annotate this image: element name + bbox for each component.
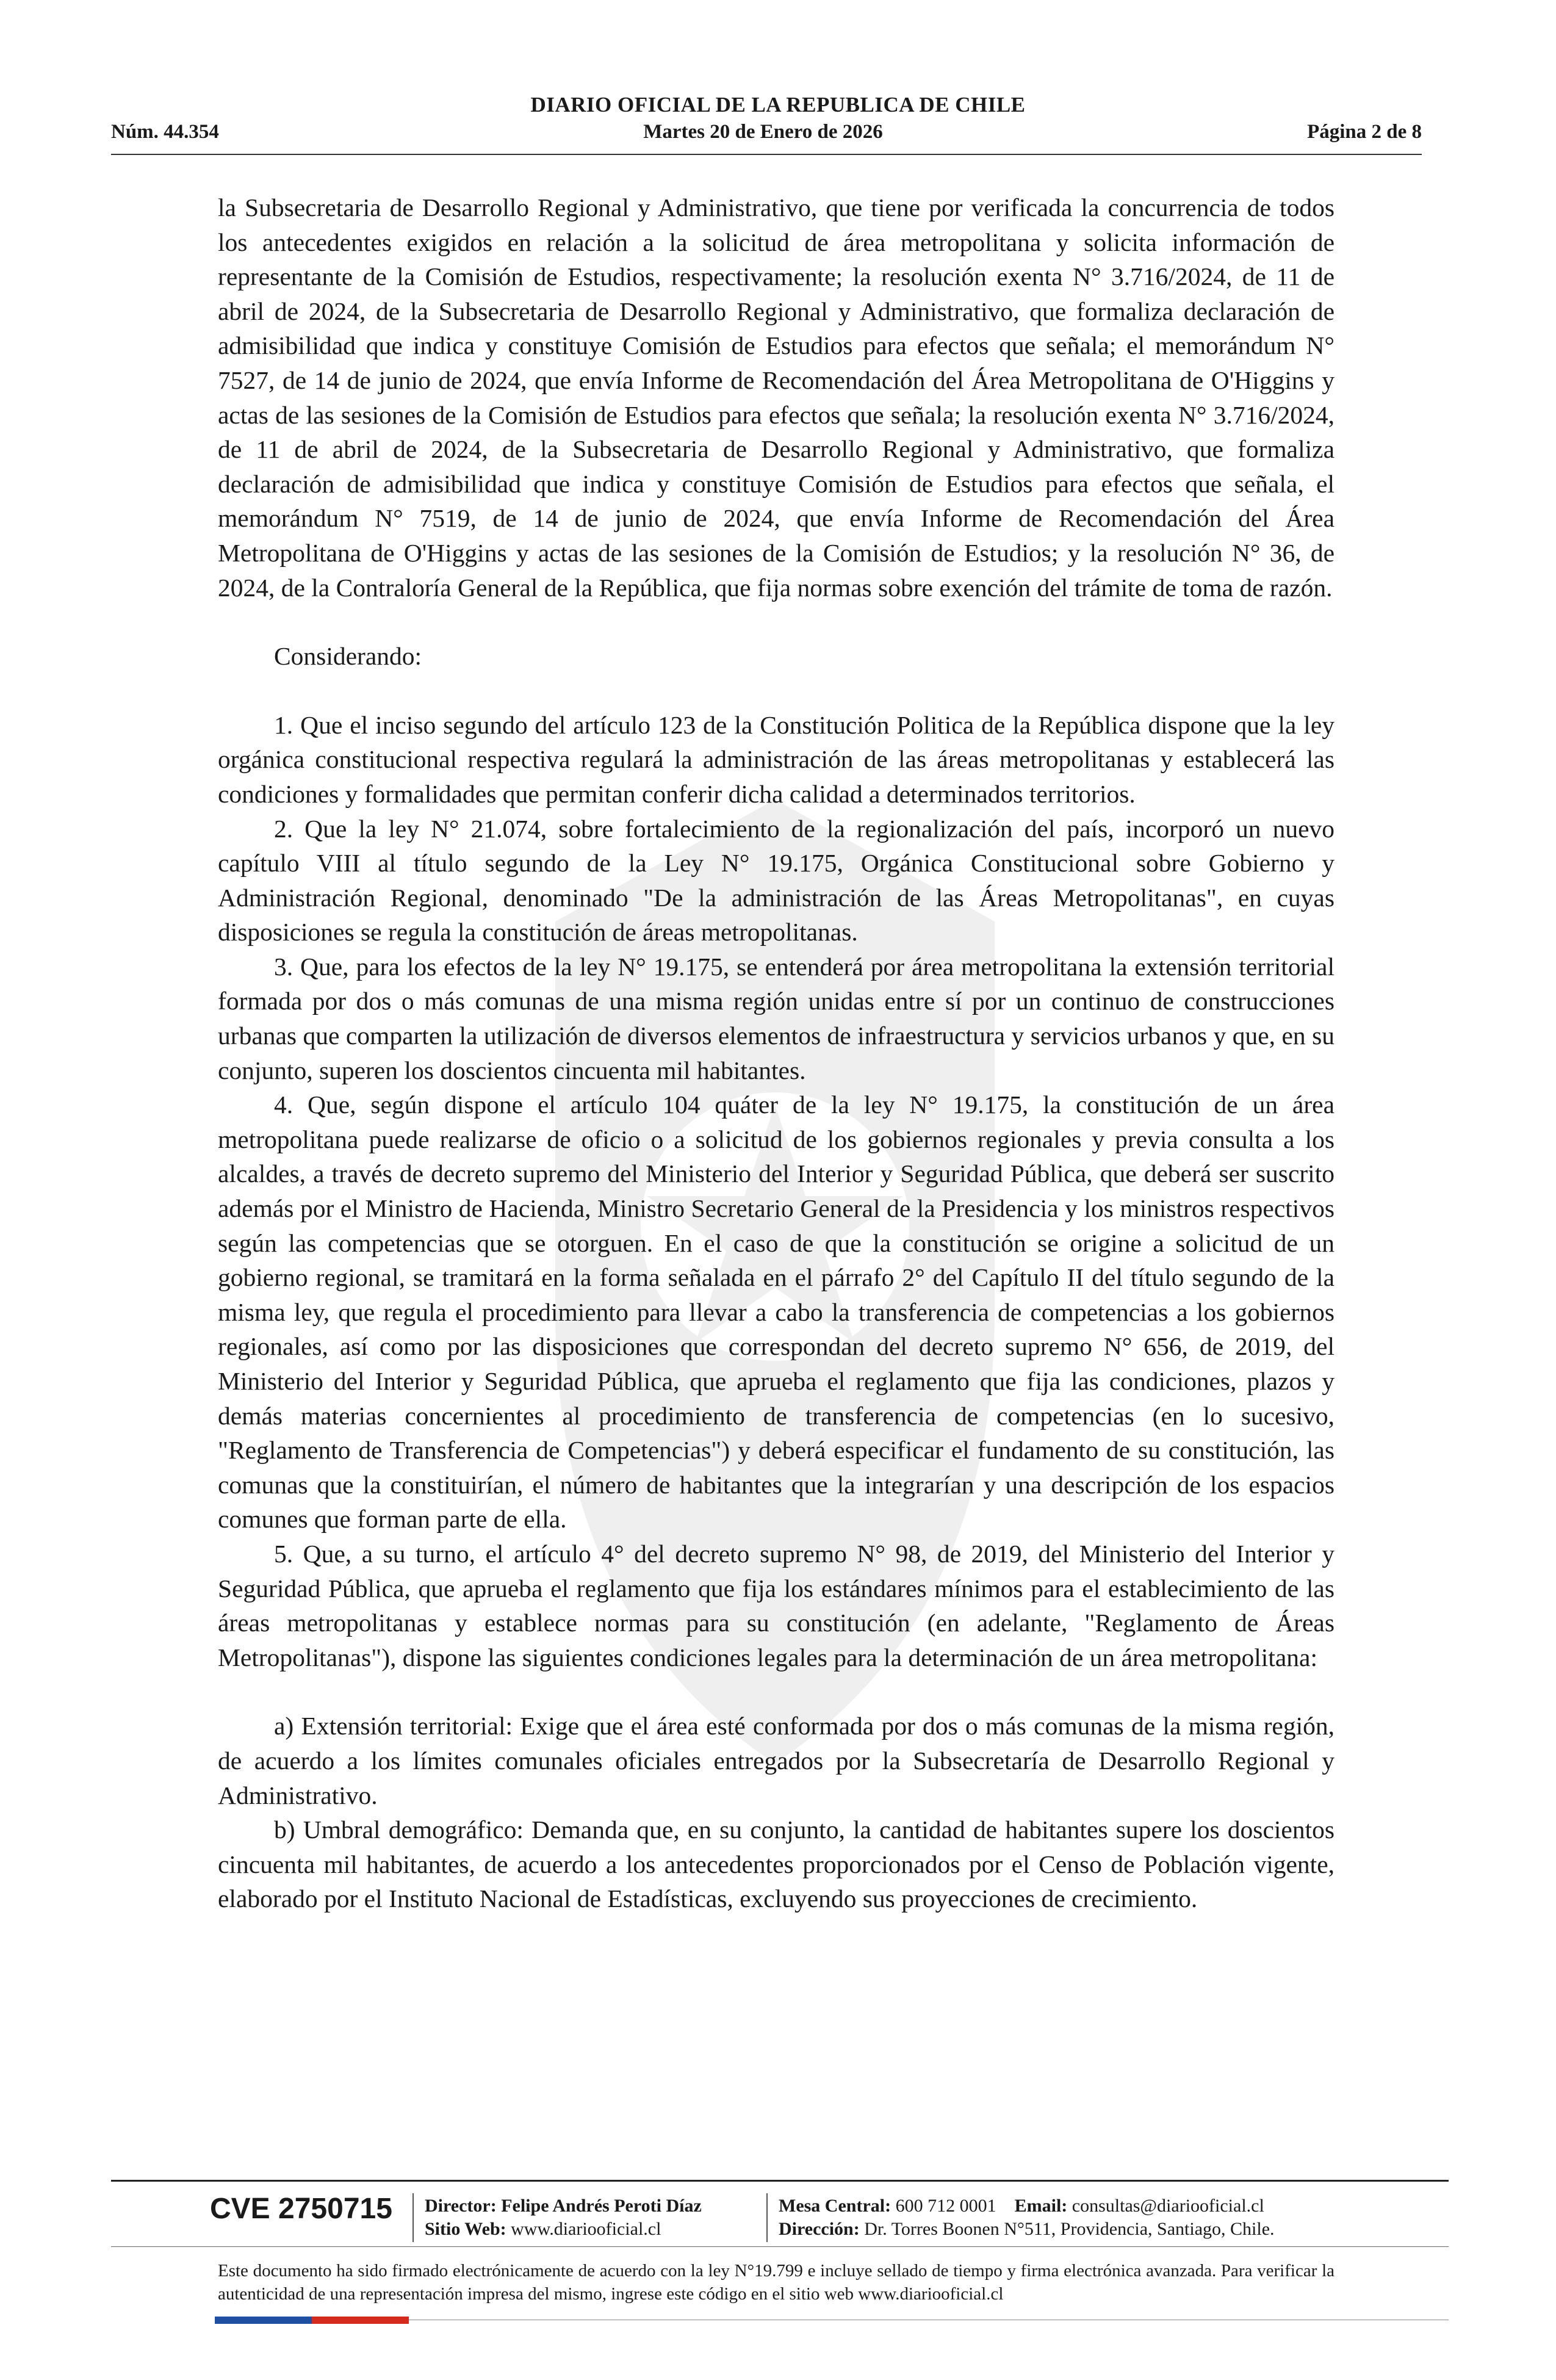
- paragraph-1: 1. Que el inciso segundo del artículo 123 de la Constitución Politica de la República dispone que la ley orgánica constitucional respectiva regulará la administración de las áreas metropolitanas y establecerá las condiciones y formalidades que permitan conferir dicha calidad a determinados territorios.: [218, 710, 1334, 808]
- footer-separator-1: [412, 2193, 414, 2242]
- paragraph-2: 2. Que la ley N° 21.074, sobre fortalecimiento de la regionalización del país, incorporó un nuevo capítulo VIII al título segundo de la Ley N° 19.175, Orgánica Constitucional sobre Gobierno y Administración Regional, denominado "De la administración de las Áreas Metropolitanas", en cuyas disposiciones se regula la constitución de áreas metropolitanas.: [218, 814, 1334, 947]
- footer-contact-block: [779, 2194, 1275, 2241]
- email-link[interactable]: consultas@diariooficial.cl: [1072, 2196, 1264, 2216]
- issue-number: Núm. 44.354: [111, 121, 219, 143]
- footer-director-block: [425, 2194, 702, 2241]
- direccion-label: Dirección:: [779, 2219, 860, 2239]
- flag-blue-stripe: [215, 2317, 312, 2324]
- cve-code: CVE 2750715: [210, 2193, 392, 2225]
- document-body: [218, 190, 1334, 1916]
- footer-separator-2: [766, 2193, 768, 2242]
- signature-note: Este documento ha sido firmado electrónicamente de acuerdo con la ley N°19.799 e incluye sellado de tiempo y firma electrónica avanzada. Para verificar la autenticidad de una representación impresa del mismo, ingrese este código en el sitio web www.diariooficial.cl: [218, 2261, 1334, 2304]
- direccion-value: Dr. Torres Boonen N°511, Providencia, Santiago, Chile.: [864, 2219, 1275, 2239]
- email-label: Email:: [1014, 2196, 1068, 2216]
- director-label: Director:: [425, 2196, 497, 2216]
- intro-paragraph: la Subsecretaria de Desarrollo Regional y Administrativo, que tiene por verificada la concurrencia de todos los antecedentes exigidos en relación a la solicitud de área metropolitana y solicita información de representante de la Comisión de Estudios, respectivamente; la resolución exenta N° 3.716/2024, de 11 de abril de 2024, de la Subsecretaria de Desarrollo Regional y Administrativo, que formaliza declaración de admisibilidad que indica y constituye Comisión de Estudios para efectos que señala; el memorándum N° 7527, de 14 de junio de 2024, que envía Informe de Recomendación del Área Metropolitana de O'Higgins y actas de las sesiones de la Comisión de Estudios para efectos que señala; la resolución exenta N° 3.716/2024, de 11 de abril de 2024, de la Subsecretaria de Desarrollo Regional y Administrativo, que formaliza declaración de admisibilidad que indica y constituye Comisión de Estudios para efectos que señala, el memorándum N° 7519, de 14 de junio de 2024, que envía Informe de Recomendación del Área Metropolitana de O'Higgins y actas de las sesiones de la Comisión de Estudios; y la resolución N° 36, de 2024, de la Contraloría General de la República, que fija normas sobre exención del trámite de toma de razón.: [218, 193, 1334, 602]
- issue-date: Martes 20 de Enero de 2026: [643, 121, 883, 143]
- header-row: [111, 121, 1422, 143]
- paragraph-3: 3. Que, para los efectos de la ley N° 19.175, se entenderá por área metropolitana la extensión territorial formada por dos o más comunas de una misma región unidas entre sí por un continuo de construcciones urbanas que comparten la utilización de diversos elementos de infraestructura y servicios urbanos y que, en su conjunto, superen los doscientos cincuenta mil habitantes.: [218, 952, 1334, 1084]
- footer-divider-top: [111, 2180, 1449, 2182]
- paragraph-a: a) Extensión territorial: Exige que el área esté conformada por dos o más comunas de la misma región, de acuerdo a los límites comunales oficiales entregados por la Subsecretaría de Desarrollo Regional y Administrativo.: [218, 1712, 1334, 1809]
- mesa-label: Mesa Central:: [779, 2196, 891, 2216]
- paragraph-5: 5. Que, a su turno, el artículo 4° del decreto supremo N° 98, de 2019, del Ministerio del Interior y Seguridad Pública, que aprueba el reglamento que fija los estándares mínimos para el establecimiento de las áreas metropolitanas y establece normas para su constitución (en adelante, "Reglamento de Áreas Metropolitanas"), dispone las siguientes condiciones legales para la determinación de un área metropolitana:: [218, 1539, 1334, 1671]
- mesa-value: 600 712 0001: [895, 2196, 996, 2216]
- newspaper-title: DIARIO OFICIAL DE LA REPUBLICA DE CHILE: [530, 93, 1026, 117]
- paragraph-4: 4. Que, según dispone el artículo 104 quáter de la ley N° 19.175, la constitución de un área metropolitana puede realizarse de oficio o a solicitud de los gobiernos regionales y previa consulta a los alcaldes, a través de decreto supremo del Ministerio del Interior y Seguridad Pública, que deberá ser suscrito además por el Ministro de Hacienda, Ministro Secretario General de la Presidencia y los ministros respectivos según las competencias que se otorguen. En el caso de que la constitución se origine a solicitud de un gobierno regional, se tramitará en la forma señalada en el párrafo 2° del Capítulo II del título segundo de la misma ley, que regula el procedimiento para llevar a cabo la transferencia de competencias a los gobiernos regionales, así como por las disposiciones que correspondan del decreto supremo N° 656, de 2019, del Ministerio del Interior y Seguridad Pública, que aprueba el reglamento que fija las condiciones, plazos y demás materias concernientes al procedimiento de transferencia de competencias (en lo sucesivo, "Reglamento de Transferencia de Competencias") y deberá especificar el fundamento de su constitución, las comunas que la constituirían, el número de habitantes que la integrarían y una descripción de los espacios comunes que forman parte de ella.: [218, 1091, 1334, 1534]
- web-link[interactable]: www.diariooficial.cl: [511, 2219, 661, 2239]
- web-label: Sitio Web:: [425, 2219, 506, 2239]
- flag-red-stripe: [312, 2317, 409, 2324]
- director-name: Felipe Andrés Peroti Díaz: [501, 2196, 702, 2216]
- flag-color-bar: [215, 2317, 409, 2324]
- footer-divider-mid: [111, 2246, 1449, 2247]
- paragraph-b: b) Umbral demográfico: Demanda que, en su conjunto, la cantidad de habitantes supere los doscientos cincuenta mil habitantes, de acuerdo a los antecedentes proporcionados por el Censo de Población vigente, elaborado por el Instituto Nacional de Estadísticas, excluyendo sus proyecciones de crecimiento.: [218, 1816, 1334, 1913]
- header-divider: [111, 154, 1422, 155]
- considerando-heading: Considerando:: [274, 642, 422, 671]
- page-number: Página 2 de 8: [1307, 121, 1422, 143]
